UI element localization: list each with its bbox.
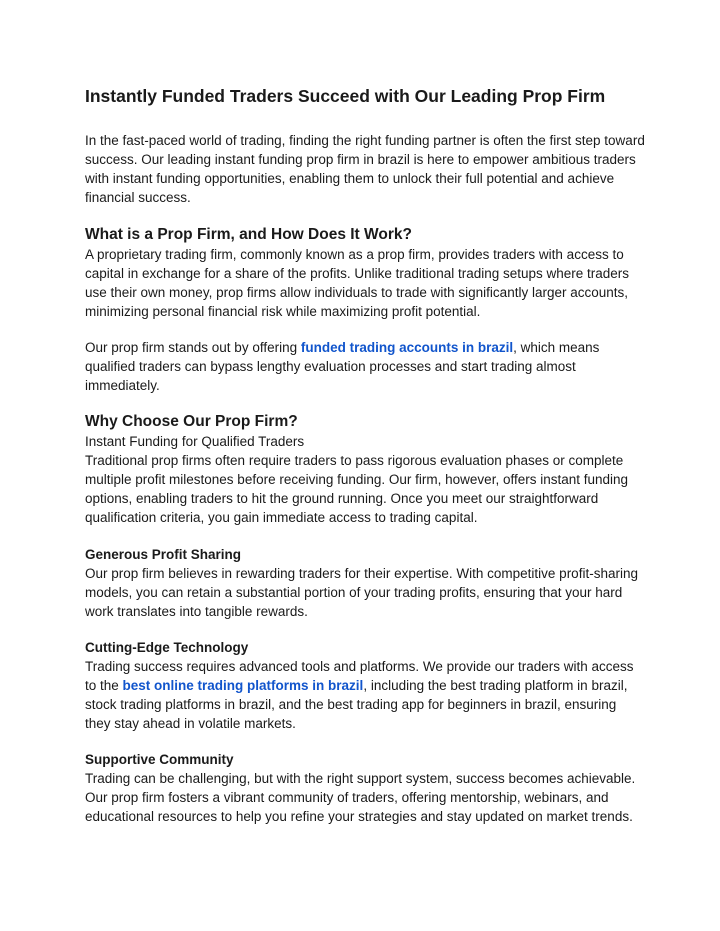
profit-heading: Generous Profit Sharing bbox=[85, 547, 242, 562]
why-heading: Why Choose Our Prop Firm? bbox=[85, 413, 298, 430]
profit-paragraph: Our prop firm believes in rewarding traders for their expertise. With competitive profit-sharing models, you can retain a substantial portion of your trading profits, ensuring that your hard work translates into tangible rewards. bbox=[85, 566, 638, 619]
tech-paragraph bbox=[85, 657, 645, 733]
page-title: Instantly Funded Traders Succeed with Our Leading Prop Firm bbox=[85, 86, 606, 106]
tech-text-before: Trading success requires advanced tools and platforms. We provide our traders with access to the bbox=[85, 659, 634, 693]
offering-text-after: , which means qualified traders can bypass lengthy evaluation processes and start trading almost immediately. bbox=[85, 340, 600, 393]
profit-section bbox=[85, 545, 645, 621]
what-section bbox=[85, 225, 645, 321]
instant-funding-subheading: Instant Funding for Qualified Traders bbox=[85, 434, 305, 449]
tech-text-after: , including the best trading platform in brazil, stock trading platforms in brazil, and the best trading app for beginners in brazil, ensuring they stay ahead in volatile markets. bbox=[85, 678, 628, 731]
what-paragraph: A proprietary trading firm, commonly known as a prop firm, provides traders with access to capital in exchange for a share of the profits. Unlike traditional trading setups where traders use their own money, prop firms allow individuals to trade with significantly larger accounts, minimizing personal financial risk while maximizing profit potential. bbox=[85, 247, 630, 319]
community-paragraph: Trading can be challenging, but with the right support system, success becomes achievable. Our prop firm fosters a vibrant community of traders, offering mentorship, webinars, and educational resources to help you refine your strategies and stay updated on market trends. bbox=[85, 771, 636, 824]
tech-section bbox=[85, 638, 645, 733]
instant-funding-paragraph: Traditional prop firms often require traders to pass rigorous evaluation phases or complete multiple profit milestones before receiving funding. Our firm, however, offers instant funding options, enabling traders to hit the ground running. Once you meet our straightforward qualification criteria, you gain immediate access to trading capital. bbox=[85, 453, 629, 525]
funded-accounts-link[interactable]: funded trading accounts in brazil bbox=[300, 340, 514, 355]
offering-text-before: Our prop firm stands out by offering bbox=[85, 340, 301, 355]
intro-paragraph: In the fast-paced world of trading, finding the right funding partner is often the first step toward success. Our leading instant funding prop firm in brazil is here to empower ambitious traders with instant funding opportunities, enabling them to unlock their full potential and achieve financial success. bbox=[85, 133, 645, 205]
offering-section bbox=[85, 338, 645, 395]
trading-platforms-link[interactable]: best online trading platforms in brazil bbox=[122, 678, 364, 693]
community-section bbox=[85, 750, 645, 826]
community-heading: Supportive Community bbox=[85, 752, 234, 767]
tech-heading: Cutting-Edge Technology bbox=[85, 640, 249, 655]
what-heading: What is a Prop Firm, and How Does It Work? bbox=[85, 226, 412, 243]
intro-section bbox=[85, 131, 645, 207]
why-section bbox=[85, 412, 645, 527]
offering-paragraph bbox=[85, 338, 645, 395]
